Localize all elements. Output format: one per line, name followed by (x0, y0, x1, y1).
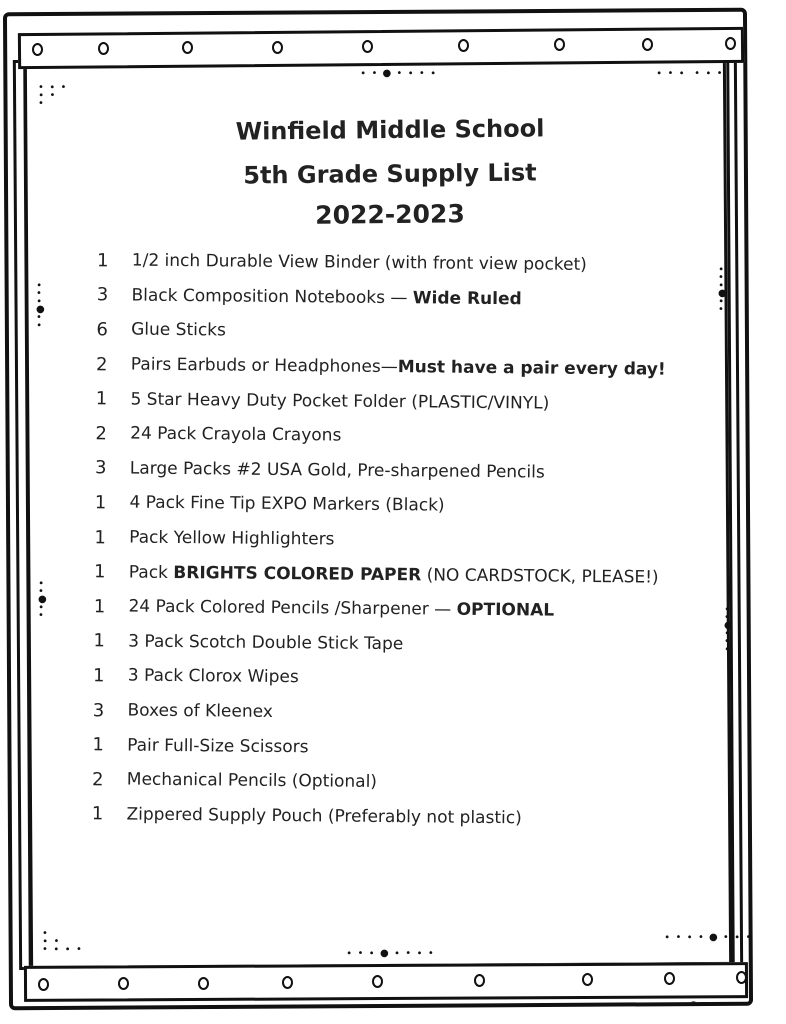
item-quantity: 2 (92, 768, 104, 791)
item-description: Pack BRIGHTS COLORED PAPER (NO CARDSTOCK, PLEASE!) (128, 562, 659, 588)
item-description: Black Composition Notebooks — Wide Ruled (131, 285, 522, 310)
list-item (68, 796, 708, 837)
ring-icon (554, 38, 565, 51)
item-emphasis: Must have a pair every day! (397, 357, 666, 380)
item-emphasis: Wide Ruled (412, 288, 522, 310)
dot-flourish-icon: ∙ • ∙ ● ∙ • ∙ • (346, 948, 435, 959)
artist-credit: © rcm (690, 1000, 715, 1008)
ring-icon (118, 977, 129, 990)
ring-icon (272, 41, 283, 54)
item-quantity: 3 (95, 457, 107, 479)
item-description: 24 Pack Crayola Crayons (130, 423, 342, 446)
dot-flourish-icon: ∙ • ● ∙ • ∙ (724, 604, 734, 655)
item-quantity: 1 (92, 734, 105, 756)
item-quantity: 1 (94, 492, 107, 514)
item-description: 3 Pack Scotch Double Stick Tape (128, 631, 404, 655)
border-bottom-band (24, 962, 748, 1002)
item-quantity: 1 (96, 250, 109, 272)
item-quantity: 1 (93, 595, 106, 618)
dot-flourish-icon: ∙ • ∙ • ∙ • (656, 68, 724, 79)
item-quantity: 1 (93, 665, 105, 687)
item-quantity: 1 (95, 388, 108, 410)
ring-icon (642, 38, 653, 51)
ring-icon (664, 972, 675, 985)
item-description: 4 Pack Fine Tip EXPO Markers (Black) (129, 492, 445, 517)
item-emphasis: BRIGHTS COLORED PAPER (173, 562, 422, 585)
school-year: 2022-2023 (315, 199, 465, 230)
list-title: 5th Grade Supply List (243, 158, 537, 190)
supply-list (68, 243, 714, 837)
dot-flourish-icon: ∙ • ● • ∙ • ∙ (360, 68, 438, 79)
ring-icon (474, 974, 485, 987)
ring-icon (32, 43, 43, 56)
ring-icon (736, 971, 747, 984)
item-description: Large Packs #2 USA Gold, Pre-sharpened Pencils (129, 458, 545, 483)
dot-flourish-icon: ∙ • ∙ ● ∙ • (718, 264, 728, 315)
item-quantity: 1 (93, 630, 105, 652)
ring-icon (198, 977, 209, 990)
ring-icon (458, 39, 469, 52)
ring-icon (38, 978, 49, 991)
item-description: Pairs Earbuds or Headphones—Must have a pair every day! (130, 354, 666, 380)
dot-flourish-icon: • ∙ • • ∙ ∙ • (42, 928, 83, 955)
dot-flourish-icon: • ∙ • ∙ • • (38, 82, 68, 109)
ring-icon (362, 40, 373, 53)
border-top-band (18, 27, 744, 69)
ring-icon (582, 973, 593, 986)
item-description: 5 Star Heavy Duty Pocket Folder (PLASTIC/VINYL) (130, 389, 550, 414)
dot-flourish-icon: ∙ • ∙ ● • ∙ (36, 280, 46, 331)
item-description: Boxes of Kleenex (127, 700, 273, 722)
item-description: Mechanical Pencils (Optional) (126, 769, 378, 793)
item-description: Glue Sticks (131, 320, 227, 341)
ring-icon (98, 42, 109, 55)
item-description: 3 Pack Clorox Wipes (127, 665, 299, 688)
item-quantity: 3 (92, 699, 105, 721)
dot-flourish-icon: ∙ • ● ∙ • (38, 578, 48, 621)
item-description: 24 Pack Colored Pencils /Sharpener — OPTIONAL (128, 596, 555, 621)
ring-icon (725, 37, 736, 50)
item-quantity: 3 (96, 284, 109, 306)
item-description: Pair Full-Size Scissors (127, 735, 309, 757)
item-description: Pack Yellow Highlighters (129, 527, 335, 550)
school-name: Winfield Middle School (235, 114, 545, 146)
item-quantity: 1 (94, 526, 106, 548)
item-quantity: 2 (95, 422, 107, 445)
ring-icon (182, 41, 193, 54)
item-quantity: 6 (96, 319, 108, 341)
dot-flourish-icon: ∙ • ∙ • ● • ∙ • (664, 932, 753, 943)
item-description: 1/2 inch Durable View Binder (with front view pocket) (131, 250, 587, 276)
ring-icon (282, 976, 293, 989)
ring-icon (372, 975, 383, 988)
item-quantity: 1 (94, 561, 106, 583)
item-quantity: 2 (96, 353, 108, 375)
item-quantity: 1 (91, 803, 104, 825)
item-emphasis: OPTIONAL (456, 599, 555, 621)
item-description: Zippered Supply Pouch (Preferably not plastic) (126, 804, 522, 829)
